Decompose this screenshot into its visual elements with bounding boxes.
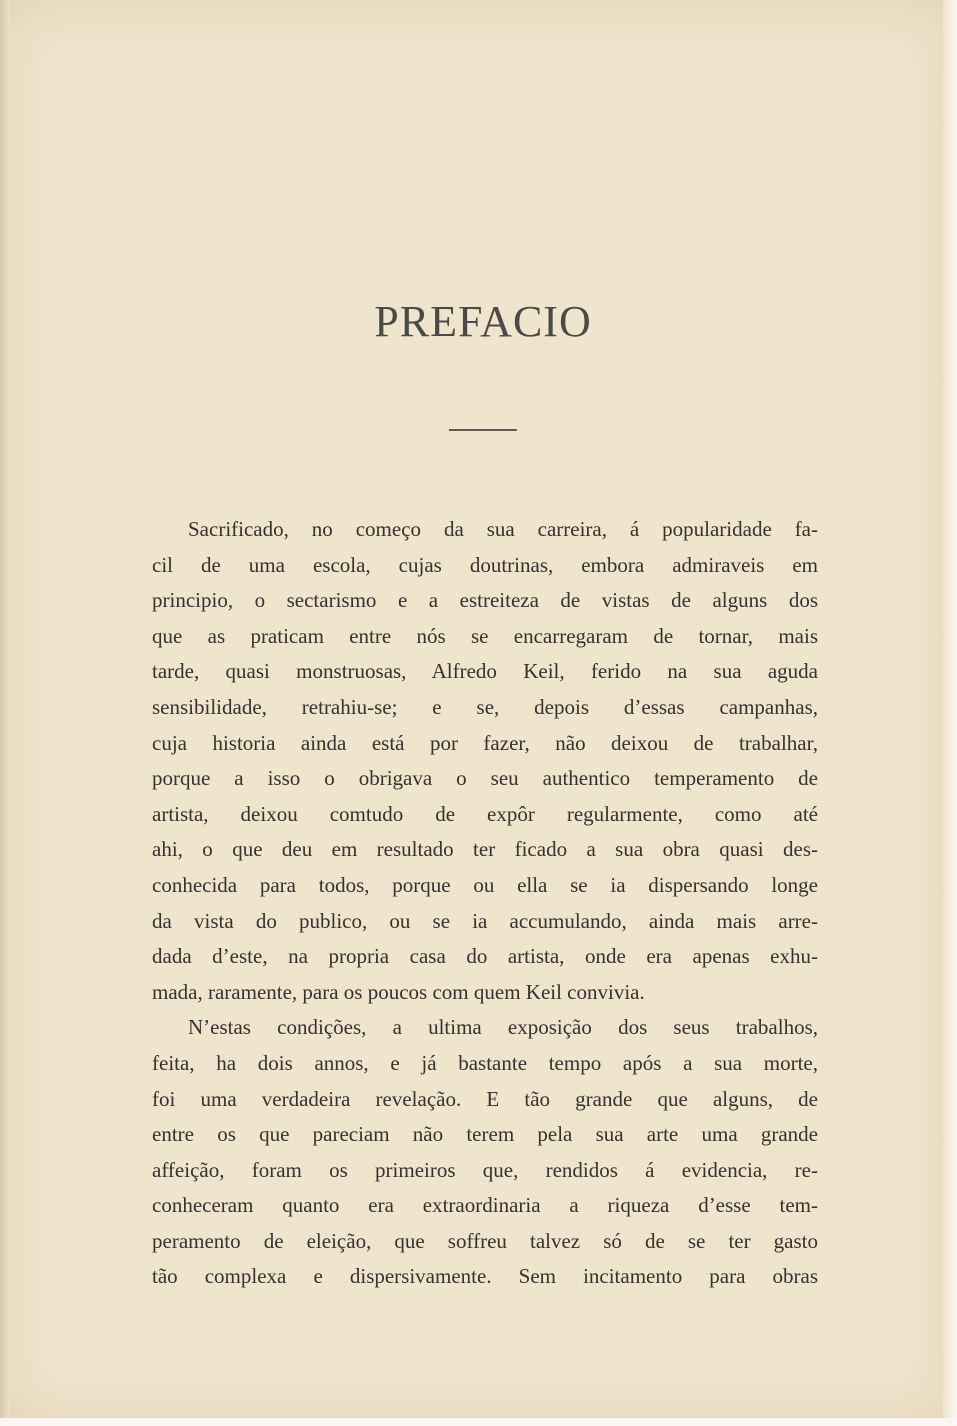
text-line: peramento de eleição, que soffreu talvez só de se ter gasto: [152, 1228, 818, 1253]
text-line: artista, deixou comtudo de expôr regularmente, como até: [152, 801, 818, 826]
text-line: conhecida para todos, porque ou ella se ia dispersando longe: [152, 872, 818, 897]
text-line: conheceram quanto era extraordinaria a riqueza d’esse tem-: [152, 1193, 818, 1218]
text-line: N’estas condições, a ultima exposição dos seus trabalhos,: [188, 1015, 818, 1040]
text-line: ahi, o que deu em resultado ter ficado a sua obra quasi des-: [152, 837, 818, 862]
text-line: que as praticam entre nós se encarregaram de tornar, mais: [152, 623, 818, 648]
text-line: affeição, foram os primeiros que, rendidos á evidencia, re-: [152, 1157, 818, 1182]
page-right-edge: [943, 0, 957, 1426]
title-divider-rule: [449, 429, 517, 431]
page-bottom-edge: [0, 1418, 957, 1426]
preface-body: [152, 512, 818, 1295]
text-line: tão complexa e dispersivamente. Sem incitamento para obras: [152, 1264, 818, 1289]
text-line: dada d’este, na propria casa do artista, onde era apenas exhu-: [152, 944, 818, 969]
text-line: entre os que pareciam não terem pela sua arte uma grande: [152, 1122, 818, 1147]
page-title: PREFACIO: [374, 297, 592, 346]
text-line: mada, raramente, para os poucos com quem Keil convivia.: [152, 979, 645, 1004]
text-line: Sacrificado, no começo da sua carreira, á popularidade fa-: [188, 517, 818, 541]
text-line: da vista do publico, ou se ia accumulando, ainda mais arre-: [152, 908, 818, 933]
text-line: porque a isso o obrigava o seu authentico temperamento de: [152, 766, 818, 791]
text-line: tarde, quasi monstruosas, Alfredo Keil, ferido na sua aguda: [152, 659, 818, 684]
text-line: cuja historia ainda está por fazer, não deixou de trabalhar,: [152, 730, 818, 755]
text-line: sensibilidade, retrahiu-se; e se, depois d’essas campanhas,: [152, 694, 818, 719]
paragraph-1: [152, 512, 818, 1010]
page-gutter-shadow: [0, 0, 10, 1426]
paragraph-2: [152, 1010, 818, 1295]
text-line: feita, ha dois annos, e já bastante tempo após a sua morte,: [152, 1050, 818, 1075]
text-line: cil de uma escola, cujas doutrinas, embora admiraveis em: [152, 552, 818, 577]
text-line: principio, o sectarismo e a estreiteza de vistas de alguns dos: [152, 588, 818, 613]
text-line: foi uma verdadeira revelação. E tão grande que alguns, de: [152, 1086, 818, 1111]
